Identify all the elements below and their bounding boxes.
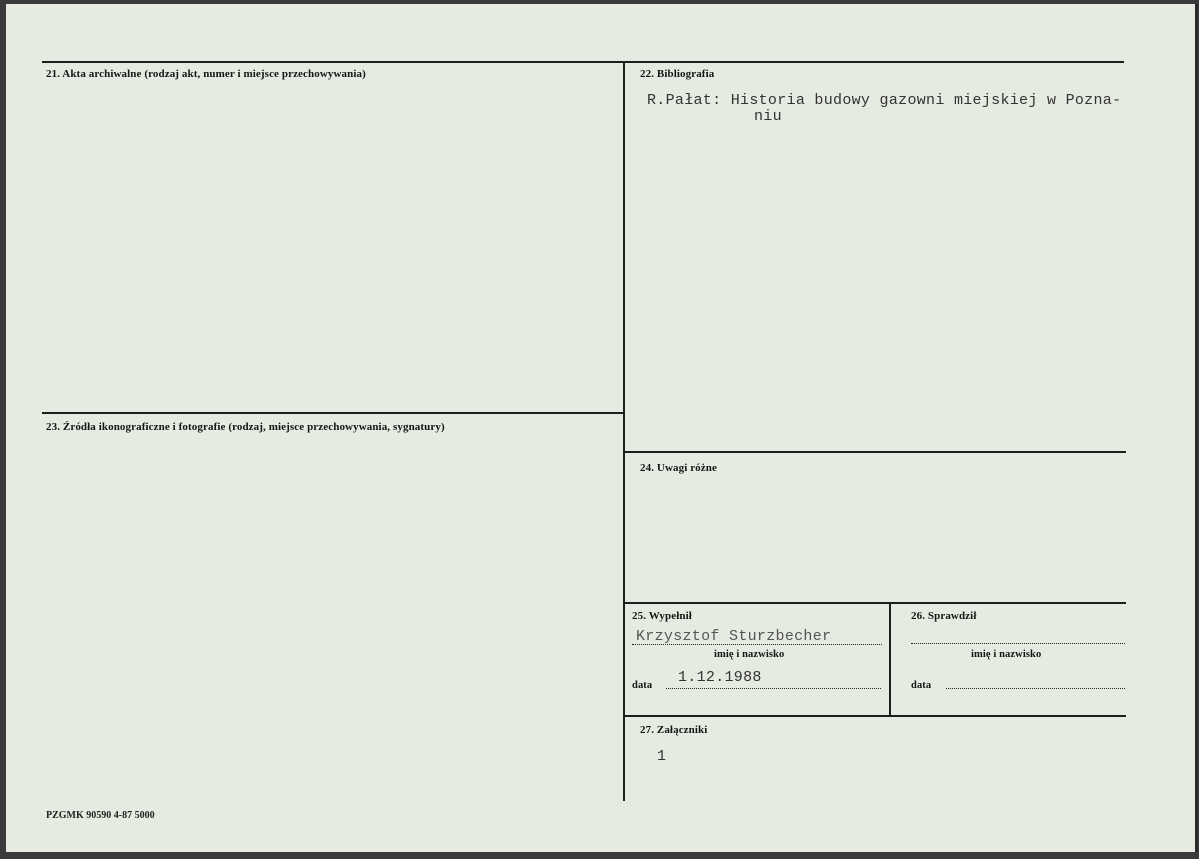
signature-top-rule [624,602,1126,604]
filled-by-date: 1.12.1988 [678,669,762,686]
iconographic-sources-label: 23. Źródła ikonograficzne i fotografie (rodzaj, miejsce przechowywania, sygnatury) [46,421,445,433]
filled-by-date-line [666,688,881,689]
attachments-top-rule [624,715,1126,717]
checked-by-date-line [946,688,1125,689]
print-code: PZGMK 90590 4-87 5000 [46,810,155,821]
checked-by-label: 26. Sprawdził [911,610,977,622]
remarks-label: 24. Uwagi różne [640,462,717,474]
archives-label: 21. Akta archiwalne (rodzaj akt, numer i miejsce przechowywania) [46,68,366,80]
signature-divider [889,602,891,717]
top-rule [42,61,1124,63]
filled-by-date-label: data [632,680,653,691]
attachments-value: 1 [657,748,667,765]
record-card [6,4,1198,852]
checked-by-date-label: data [911,680,932,691]
checked-by-name-caption: imię i nazwisko [971,649,1042,660]
center-divider [623,61,625,801]
attachments-label: 27. Załączniki [640,724,708,736]
bibliography-entry-line1: R.Pałat: Historia budowy gazowni miejskiej w Pozna- [647,92,1122,109]
right-mid-rule [624,451,1126,453]
left-mid-rule [42,412,624,414]
checked-by-name-line [911,643,1125,644]
filled-by-name: Krzysztof Sturzbecher [636,628,832,645]
bibliography-entry-line2: niu [754,108,782,125]
bibliography-label: 22. Bibliografia [640,68,715,80]
filled-by-label: 25. Wypełnił [632,610,692,622]
filled-by-name-caption: imię i nazwisko [714,649,785,660]
filled-by-name-line [632,644,882,645]
